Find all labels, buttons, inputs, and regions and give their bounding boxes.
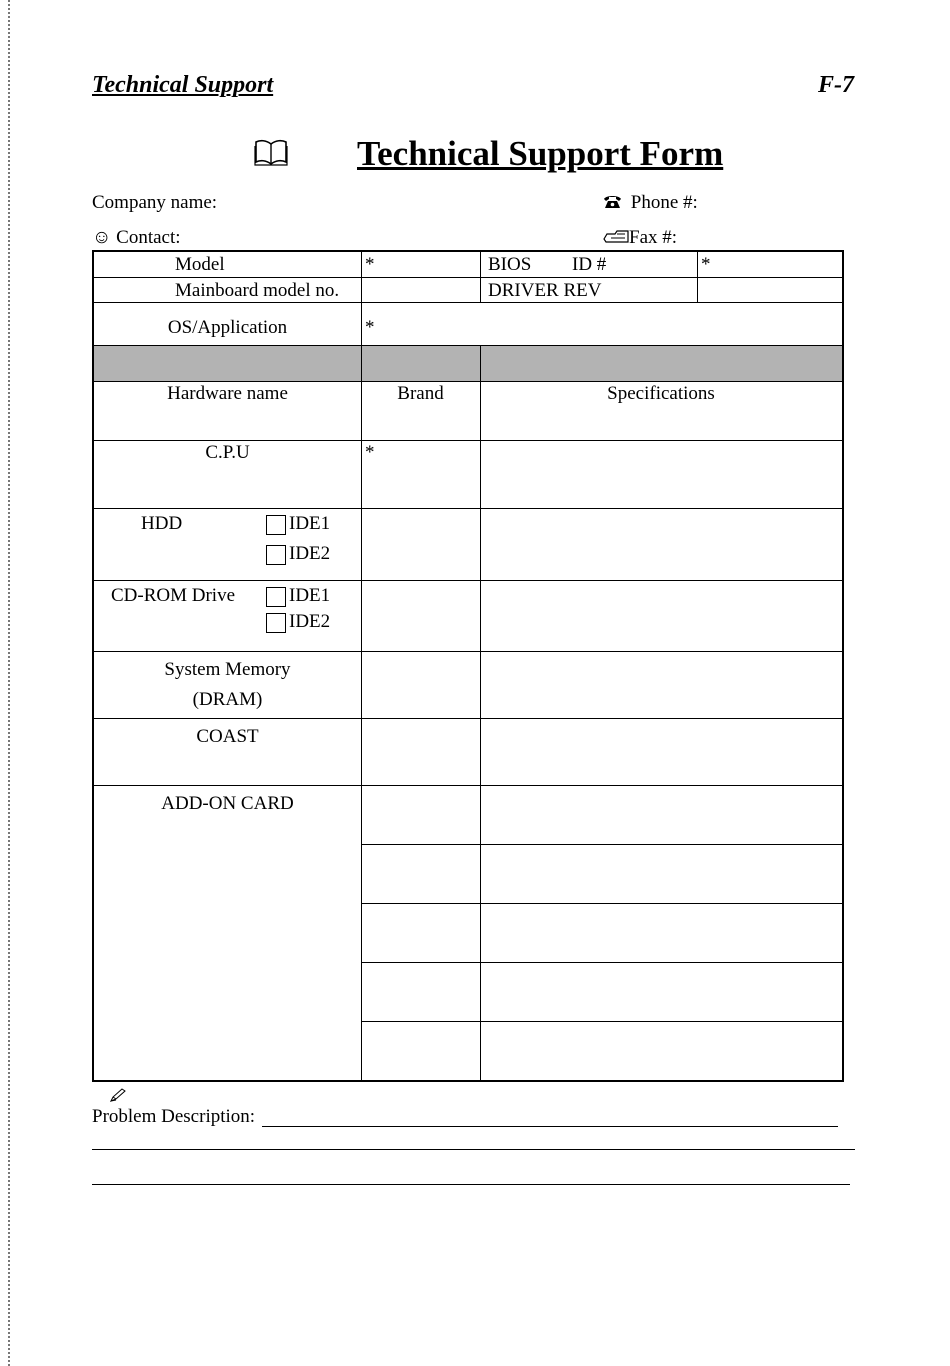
pencil-icon	[110, 1088, 126, 1102]
hdd-label: HDD	[141, 513, 183, 534]
contact-label: Contact:	[116, 227, 181, 248]
os-required-mark: *	[365, 317, 375, 338]
cdrom-ide1-label: IDE1	[289, 585, 331, 606]
company-name-label: Company name:	[92, 192, 218, 213]
header-shade-row	[94, 345, 842, 382]
cpu-label: C.P.U	[205, 442, 250, 463]
system-memory-label: System Memory	[164, 659, 291, 680]
driver-rev-label: DRIVER REV	[488, 280, 602, 301]
problem-description-label: Problem Description:	[92, 1106, 256, 1127]
problem-description-line-3[interactable]	[92, 1184, 850, 1185]
smiley-icon: ☺	[92, 227, 112, 248]
hdd-ide2-label: IDE2	[289, 543, 331, 564]
bios-label: BIOS	[488, 254, 532, 275]
model-label: Model	[175, 254, 225, 275]
form-title: Technical Support Form	[357, 134, 724, 173]
column-specifications: Specifications	[607, 383, 715, 404]
mainboard-label: Mainboard model no.	[175, 280, 340, 301]
cdrom-ide2-label: IDE2	[289, 611, 331, 632]
cdrom-ide2-checkbox[interactable]	[266, 613, 286, 633]
hdd-ide2-checkbox[interactable]	[266, 545, 286, 565]
phone-field	[603, 192, 698, 214]
fax-icon	[603, 230, 629, 244]
contact-field	[92, 227, 181, 249]
addon-card-label: ADD-ON CARD	[161, 793, 294, 814]
phone-label: Phone #:	[630, 192, 698, 213]
fax-label: Fax #:	[629, 227, 678, 248]
hdd-ide1-label: IDE1	[289, 513, 331, 534]
cdrom-label: CD-ROM Drive	[111, 585, 236, 606]
problem-description-line-2[interactable]	[92, 1149, 855, 1150]
problem-description-line-1[interactable]	[262, 1126, 838, 1127]
column-hardware-name: Hardware name	[167, 383, 288, 404]
bios-id-label: ID #	[572, 254, 607, 275]
column-brand: Brand	[397, 383, 444, 404]
dram-label: (DRAM)	[192, 689, 263, 710]
os-application-label: OS/Application	[167, 317, 288, 338]
page-binding-edge	[8, 0, 10, 1366]
hardware-info-table	[92, 250, 844, 1082]
model-required-mark: *	[365, 254, 375, 275]
page-number: F-7	[818, 72, 854, 98]
fax-field	[603, 227, 677, 249]
cpu-required-mark: *	[365, 442, 375, 463]
coast-label: COAST	[196, 726, 259, 747]
section-header: Technical Support	[92, 72, 274, 98]
cdrom-ide1-checkbox[interactable]	[266, 587, 286, 607]
book-icon	[254, 138, 288, 166]
bios-required-mark: *	[701, 254, 711, 275]
telephone-icon	[603, 194, 622, 209]
hdd-ide1-checkbox[interactable]	[266, 515, 286, 535]
